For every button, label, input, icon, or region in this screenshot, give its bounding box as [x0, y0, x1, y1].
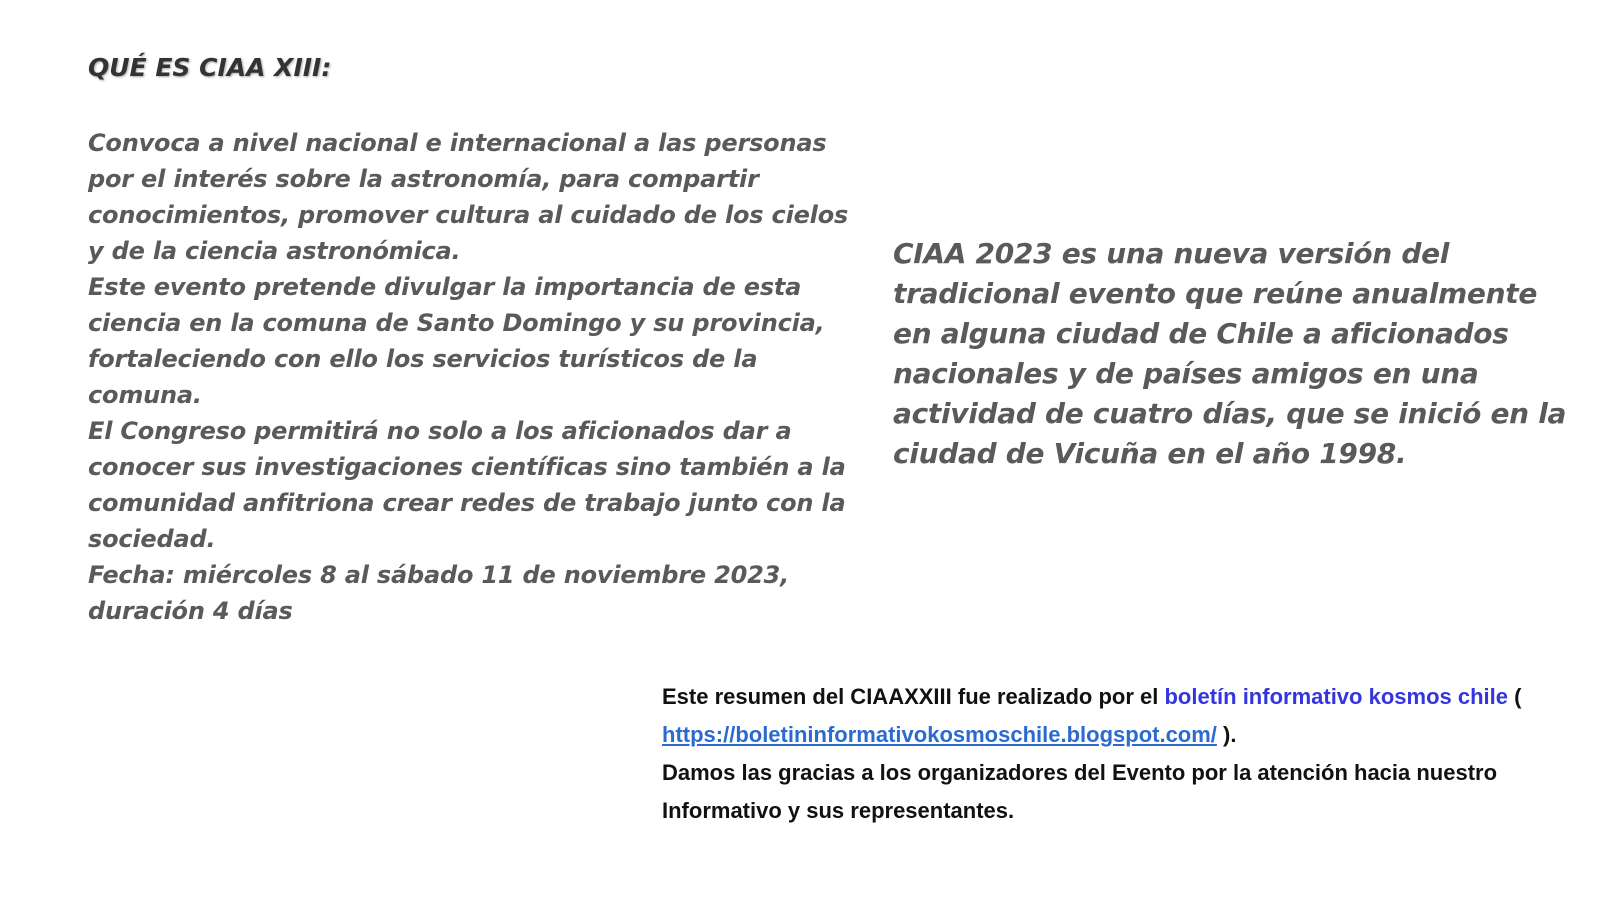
footer-credit [662, 678, 1562, 754]
footer-intro: Este resumen del CIAAXXIII fue realizado por el [662, 684, 1165, 709]
right-column [893, 234, 1573, 474]
paragraph-purpose: Este evento pretende divulgar la importancia de esta ciencia en la comuna de Santo Domingo y su provincia, fortaleciendo con ello los servicios turísticos de la comuna. [88, 272, 825, 409]
open-paren: ( [1508, 684, 1522, 709]
paragraph-date: Fecha: miércoles 8 al sábado 11 de noviembre 2023, duración 4 días [88, 560, 790, 625]
close-paren: ). [1216, 722, 1237, 747]
paragraph-congress: El Congreso permitirá no solo a los aficionados dar a conocer sus investigaciones científicas sino también a la comunidad anfitriona crear redes de trabajo junto con la sociedad. [88, 416, 846, 553]
brand-name: boletín informativo kosmos chile [1164, 684, 1508, 709]
blog-link[interactable]: https://boletininformativokosmoschile.blogspot.com/ [662, 722, 1217, 747]
paragraph-intro: Convoca a nivel nacional e internacional a las personas por el interés sobre la astronomía, para compartir conocimientos, promover cultura al cuidado de los cielos y de la ciencia astronómica. [88, 128, 849, 265]
section-heading: QUÉ ES CIAA XIII: [88, 53, 332, 82]
footer-note [662, 678, 1562, 830]
ciaa-description: CIAA 2023 es una nueva versión del tradicional evento que reúne anualmente en alguna ciudad de Chile a aficionados nacionales y de países amigos en una actividad de cuatro días, que se inició en la ciudad de Vicuña en el año 1998. [893, 237, 1567, 470]
left-column [88, 52, 858, 629]
footer-thanks: Damos las gracias a los organizadores del Evento por la atención hacia nuestro Informativo y sus representantes. [662, 760, 1498, 823]
